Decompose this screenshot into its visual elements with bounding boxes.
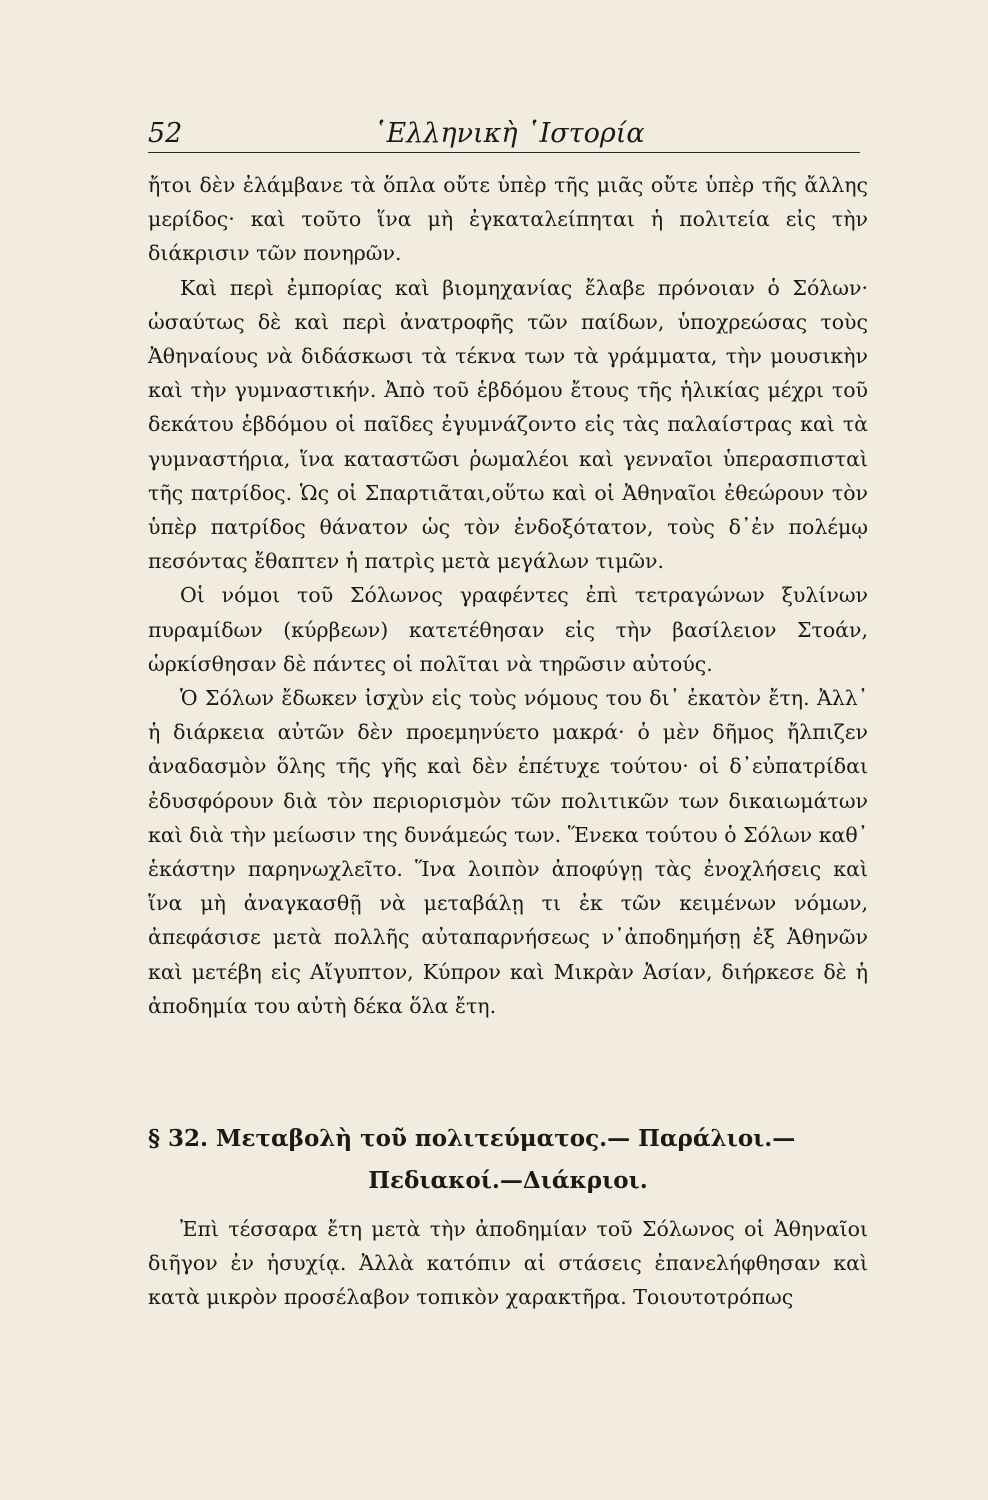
paragraph: Καὶ περὶ ἐμπορίας καὶ βιομηχανίας ἔλαβε πρόνοιαν ὁ Σόλων· ὡσαύτως δὲ καὶ περὶ ἀνατροφῆς τῶν παίδων, ὑποχρεώσας τοὺς Ἀθηναίους νὰ διδάσκωσι τὰ τέκνα των τὰ γράμματα, τὴν μουσικὴν καὶ τὴν γυμναστικήν. Ἀπὸ τοῦ ἑβδόμου ἔτους τῆς ἡλικίας μέχρι τοῦ δεκάτου ἑβδόμου οἱ παῖδες ἐγυμνάζοντο εἰς τὰς παλαίστρας καὶ τὰ γυμναστήρια, ἵνα καταστῶσι ῥωμαλέοι καὶ γενναῖοι ὑπερασπισταὶ τῆς πατρίδος. Ὡς οἱ Σπαρτιᾶται,οὕτω καὶ οἱ Ἀθηναῖοι ἐθεώρουν τὸν ὑπὲρ πατρίδος θάνατον ὡς τὸν ἐνδοξότατον, τοὺς δ᾽ἐν πολέμῳ πεσόντας ἔθαπτεν ἡ πατρὶς μετὰ μεγάλων τιμῶν. bbox=[148, 275, 868, 574]
section-heading bbox=[148, 1118, 868, 1202]
page-header bbox=[148, 118, 860, 154]
section-heading-line1: § 32. Μεταβολὴ τοῦ πολιτεύματος.— Παράλιοι.— bbox=[148, 1125, 796, 1152]
paragraph: ἤτοι δὲν ἐλάμβανε τὰ ὅπλα οὔτε ὑπὲρ τῆς μιᾶς οὔτε ὑπὲρ τῆς ἄλλης μερίδος· καὶ τοῦτο ἵνα μὴ ἐγκαταλείπηται ἡ πολιτεία εἰς τὴν διάκρισιν τῶν πονηρῶν. bbox=[148, 173, 868, 266]
body-text-before bbox=[148, 168, 868, 1023]
paragraph: Ἐπὶ τέσσαρα ἔτη μετὰ τὴν ἀποδημίαν τοῦ Σόλωνος οἱ Ἀθηναῖοι διῆγον ἐν ἡσυχίᾳ. Ἀλλὰ κατόπιν αἱ στάσεις ἐπανελήφθησαν καὶ κατὰ μικρὸν προσέλαβον τοπικὸν χαρακτῆρα. Τοιουτοτρόπως bbox=[148, 1217, 868, 1310]
paragraph: Οἱ νόμοι τοῦ Σόλωνος γραφέντες ἐπὶ τετραγώνων ξυλίνων πυραμίδων (κύρβεων) κατετέθησαν εἰς τὴν βασίλειον Στοάν, ὡρκίσθησαν δὲ πάντες οἱ πολῖται νὰ τηρῶσιν αὐτούς. bbox=[148, 583, 868, 676]
body-text-after bbox=[148, 1212, 868, 1315]
running-title: ῾Ελληνικὴ ῾Ιστορία bbox=[373, 118, 645, 149]
page-number: 52 bbox=[148, 118, 183, 149]
section-heading-line2: Πεδιακοί.—Διάκριοι. bbox=[368, 1167, 648, 1194]
paragraph: Ὁ Σόλων ἔδωκεν ἰσχὺν εἰς τοὺς νόμους του δι᾽ ἑκατὸν ἔτη. Ἀλλ᾽ ἡ διάρκεια αὐτῶν δὲν προεμηνύετο μακρά· ὁ μὲν δῆμος ἤλπιζεν ἀναδασμὸν ὅλης τῆς γῆς καὶ δὲν ἐπέτυχε τούτου· οἱ δ᾽εὐπατρίδαι ἐδυσφόρουν διὰ τὸν περιορισμὸν τῶν πολιτικῶν των δικαιωμάτων καὶ διὰ τὴν μείωσιν της δυνάμεώς των. Ἕνεκα τούτου ὁ Σόλων καθ᾽ ἑκάστην παρηνωχλεῖτο. Ἵνα λοιπὸν ἀποφύγῃ τὰς ἐνοχλήσεις καὶ ἵνα μὴ ἀναγκασθῇ νὰ μεταβάλῃ τι ἐκ τῶν κειμένων νόμων, ἀπεφάσισε μετὰ πολλῆς αὐταπαρνήσεως ν᾽ἀποδημήσῃ ἐξ Ἀθηνῶν καὶ μετέβη εἰς Αἴγυπτον, Κύπρον καὶ Μικρὰν Ἀσίαν, διήρκεσε δὲ ἡ ἀποδημία του αὐτὴ δέκα ὅλα ἔτη. bbox=[148, 686, 868, 1018]
header-rule bbox=[148, 152, 860, 153]
